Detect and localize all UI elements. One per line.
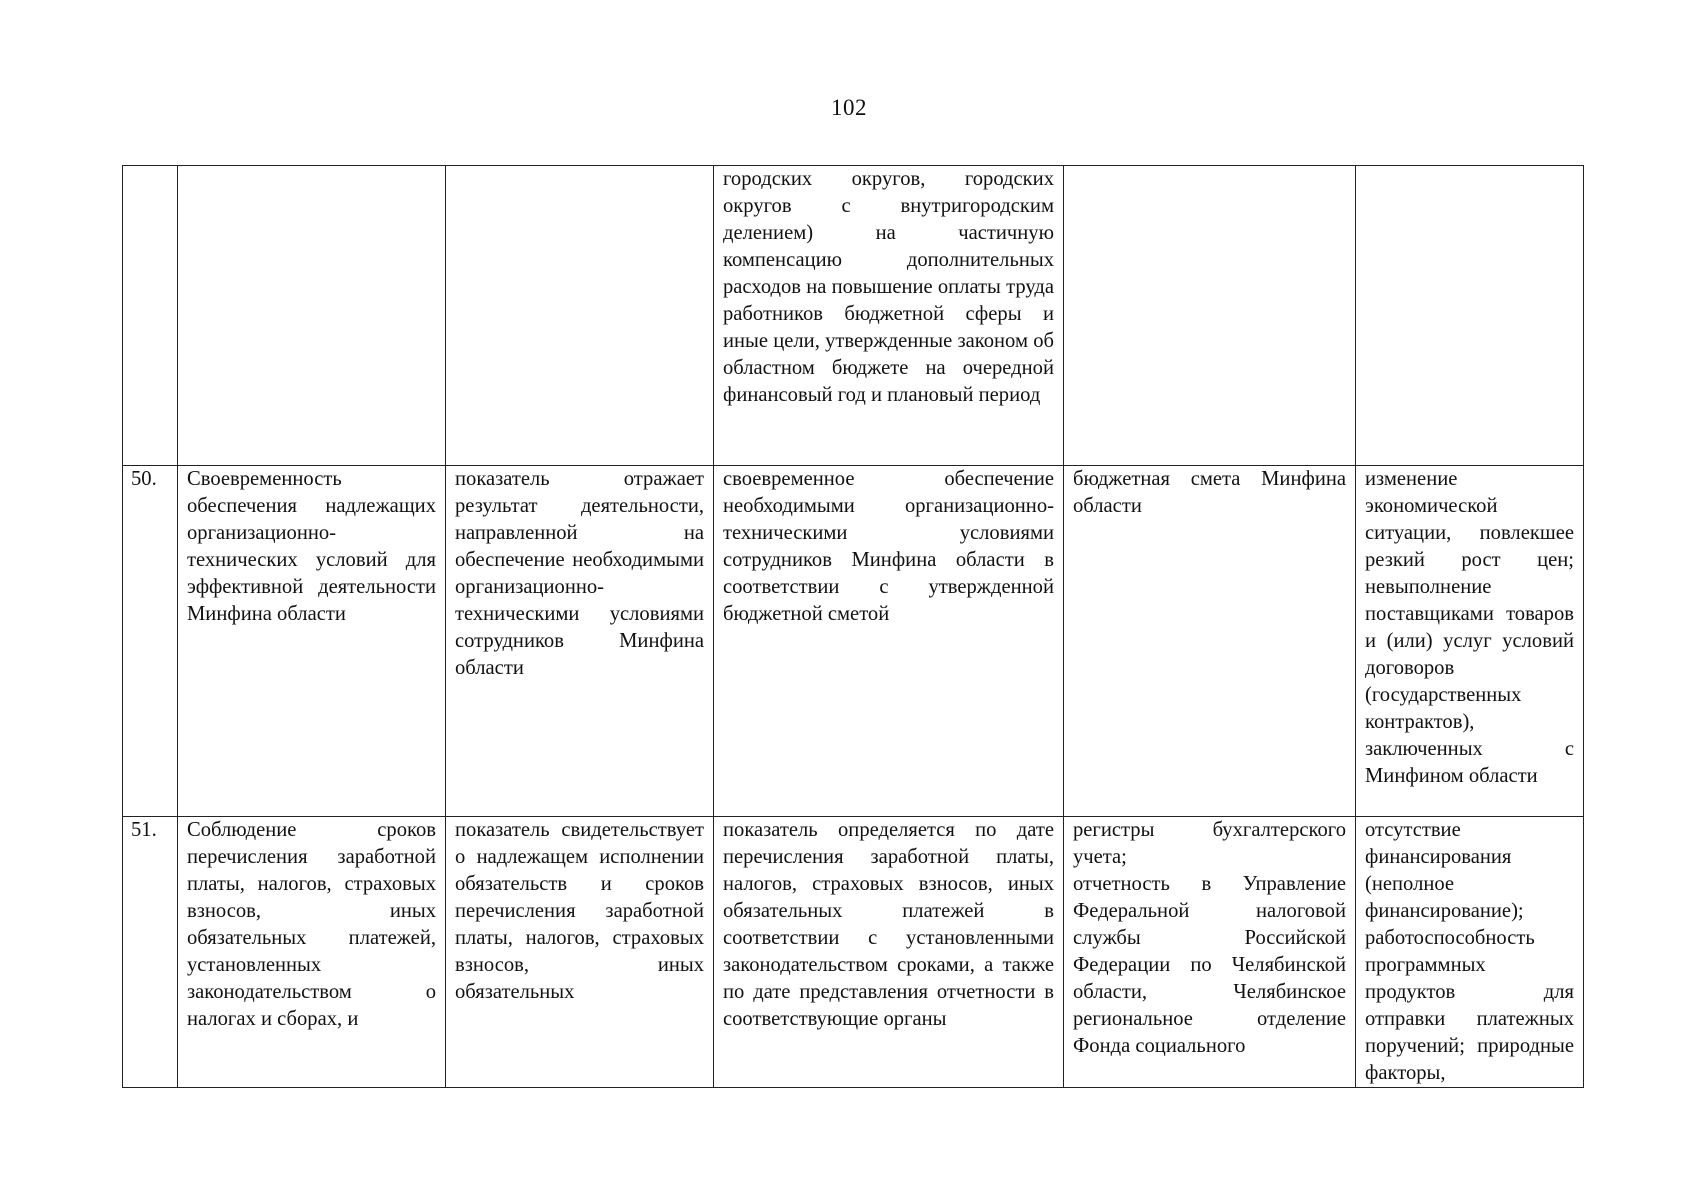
row-number-cell xyxy=(123,166,178,466)
risk-factors-cell: отсутствие финансирования (неполное финансирование); работоспособность программных продуктов для отправки платежных поручений; природные факторы, xyxy=(1356,817,1584,1088)
calculation-method-cell: городских округов, городских округов с внутригородским делением) на частичную компенсацию дополнительных расходов на повышение оплаты труда работников бюджетной сферы и иные цели, утвержденные законом об областном бюджете на очередной финансовый год и плановый период xyxy=(714,166,1064,466)
row-number-cell: 51. xyxy=(123,817,178,1088)
indicators-table xyxy=(122,165,1584,1088)
indicator-name-cell: Своевременность обеспечения надлежащих организационно-технических условий для эффективной деятельности Минфина области xyxy=(178,466,446,817)
table-row xyxy=(123,466,1584,817)
calculation-method-cell: своевременное обеспечение необходимыми организационно-техническими условиями сотрудников Минфина области в соответствии с утвержденной бюджетной сметой xyxy=(714,466,1064,817)
risk-factors-cell: изменение экономической ситуации, повлекшее резкий рост цен; невыполнение поставщиками товаров и (или) услуг условий договоров (государственных контрактов), заключенных с Минфином области xyxy=(1356,466,1584,817)
indicator-name-cell: Соблюдение сроков перечисления заработной платы, налогов, страховых взносов, иных обязательных платежей, установленных законодательством о налогах и сборах, и xyxy=(178,817,446,1088)
table-row xyxy=(123,166,1584,466)
indicator-description-cell xyxy=(446,166,714,466)
indicator-description-cell: показатель отражает результат деятельности, направленной на обеспечение необходимыми организационно-техническими условиями сотрудников Минфина области xyxy=(446,466,714,817)
indicator-description-cell: показатель свидетельствует о надлежащем исполнении обязательств и сроков перечисления заработной платы, налогов, страховых взносов, иных обязательных xyxy=(446,817,714,1088)
page-number: 102 xyxy=(831,95,867,120)
indicator-name-cell xyxy=(178,166,446,466)
data-source-cell: бюджетная смета Минфина области xyxy=(1064,466,1356,817)
row-number-cell: 50. xyxy=(123,466,178,817)
data-source-cell xyxy=(1064,166,1356,466)
risk-factors-cell xyxy=(1356,166,1584,466)
table-row xyxy=(123,817,1584,1088)
calculation-method-cell: показатель определяется по дате перечисления заработной платы, налогов, страховых взносов, иных обязательных платежей в соответствии с установленными законодательством сроками, а также по дате представления отчетности в соответствующие органы xyxy=(714,817,1064,1088)
data-source-cell: регистры бухгалтерского учета; отчетность в Управление Федеральной налоговой службы Российской Федерации по Челябинской области, Челябинское региональное отделение Фонда социального xyxy=(1064,817,1356,1088)
